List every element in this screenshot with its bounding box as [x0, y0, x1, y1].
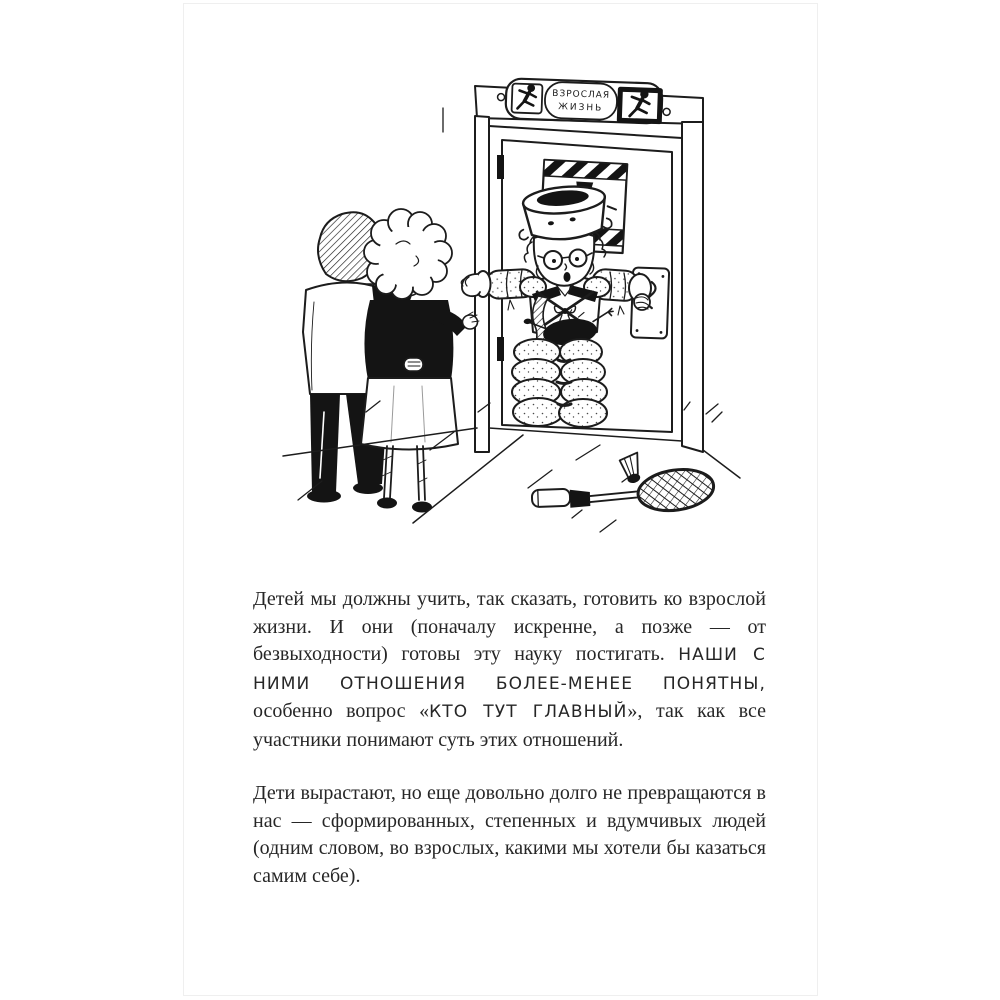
text-run: особенно вопрос «: [253, 700, 430, 722]
paragraph-2: [253, 780, 766, 890]
racket-head: [635, 465, 716, 515]
father-pants: [310, 394, 340, 492]
father-shoe: [307, 490, 341, 503]
father-hand-on-hip: [404, 358, 423, 371]
mother-skirt: [361, 378, 458, 450]
sign-text-line1: ВЗРОСЛАЯ: [552, 88, 611, 101]
text-run: Детей мы должны учить, так сказать, готовить ко взрослой жизни. И они (поначалу искренне, а позже — от безвыходности) готовы эту науку постигать.: [253, 588, 766, 665]
sign-text-line2: ЖИЗНЬ: [557, 102, 604, 114]
hazard-stripe-top: [544, 160, 628, 180]
paragraph-1: [253, 586, 766, 754]
adult-life-sign: [497, 78, 671, 124]
shuttlecock: [619, 453, 645, 485]
open-mouth: [564, 272, 571, 282]
text-run: », так как все участники понимают суть этих отношений.: [253, 700, 766, 751]
kid-hand-on-handle: [634, 294, 650, 310]
sign-screw: [663, 108, 670, 115]
mother-hair: [364, 209, 452, 299]
mother-shoe: [377, 498, 397, 509]
kid-hand: [462, 274, 480, 296]
leg-pads: [512, 339, 607, 427]
text-run: Дети вырастают, но еще довольно долго не превращаются в нас — сформированных, степенных и вдумчивых людей (одним словом, во взрослых, какими мы хотели бы казаться самим себе).: [253, 782, 766, 887]
cartoon-illustration: [270, 60, 750, 550]
body-text: [253, 586, 766, 916]
mother-legs: [382, 446, 427, 500]
father-shoe: [353, 482, 383, 494]
parents: [303, 209, 479, 513]
badminton-racket: [531, 465, 716, 519]
text-run-handwritten: КТО ТУТ ГЛАВНЫЙ: [429, 702, 628, 722]
sign-screw: [497, 93, 504, 100]
text-run-handwritten: НАШИ С НИМИ ОТНОШЕНИЯ БОЛЕЕ-МЕНЕЕ ПОНЯТНЫ,: [253, 645, 766, 694]
